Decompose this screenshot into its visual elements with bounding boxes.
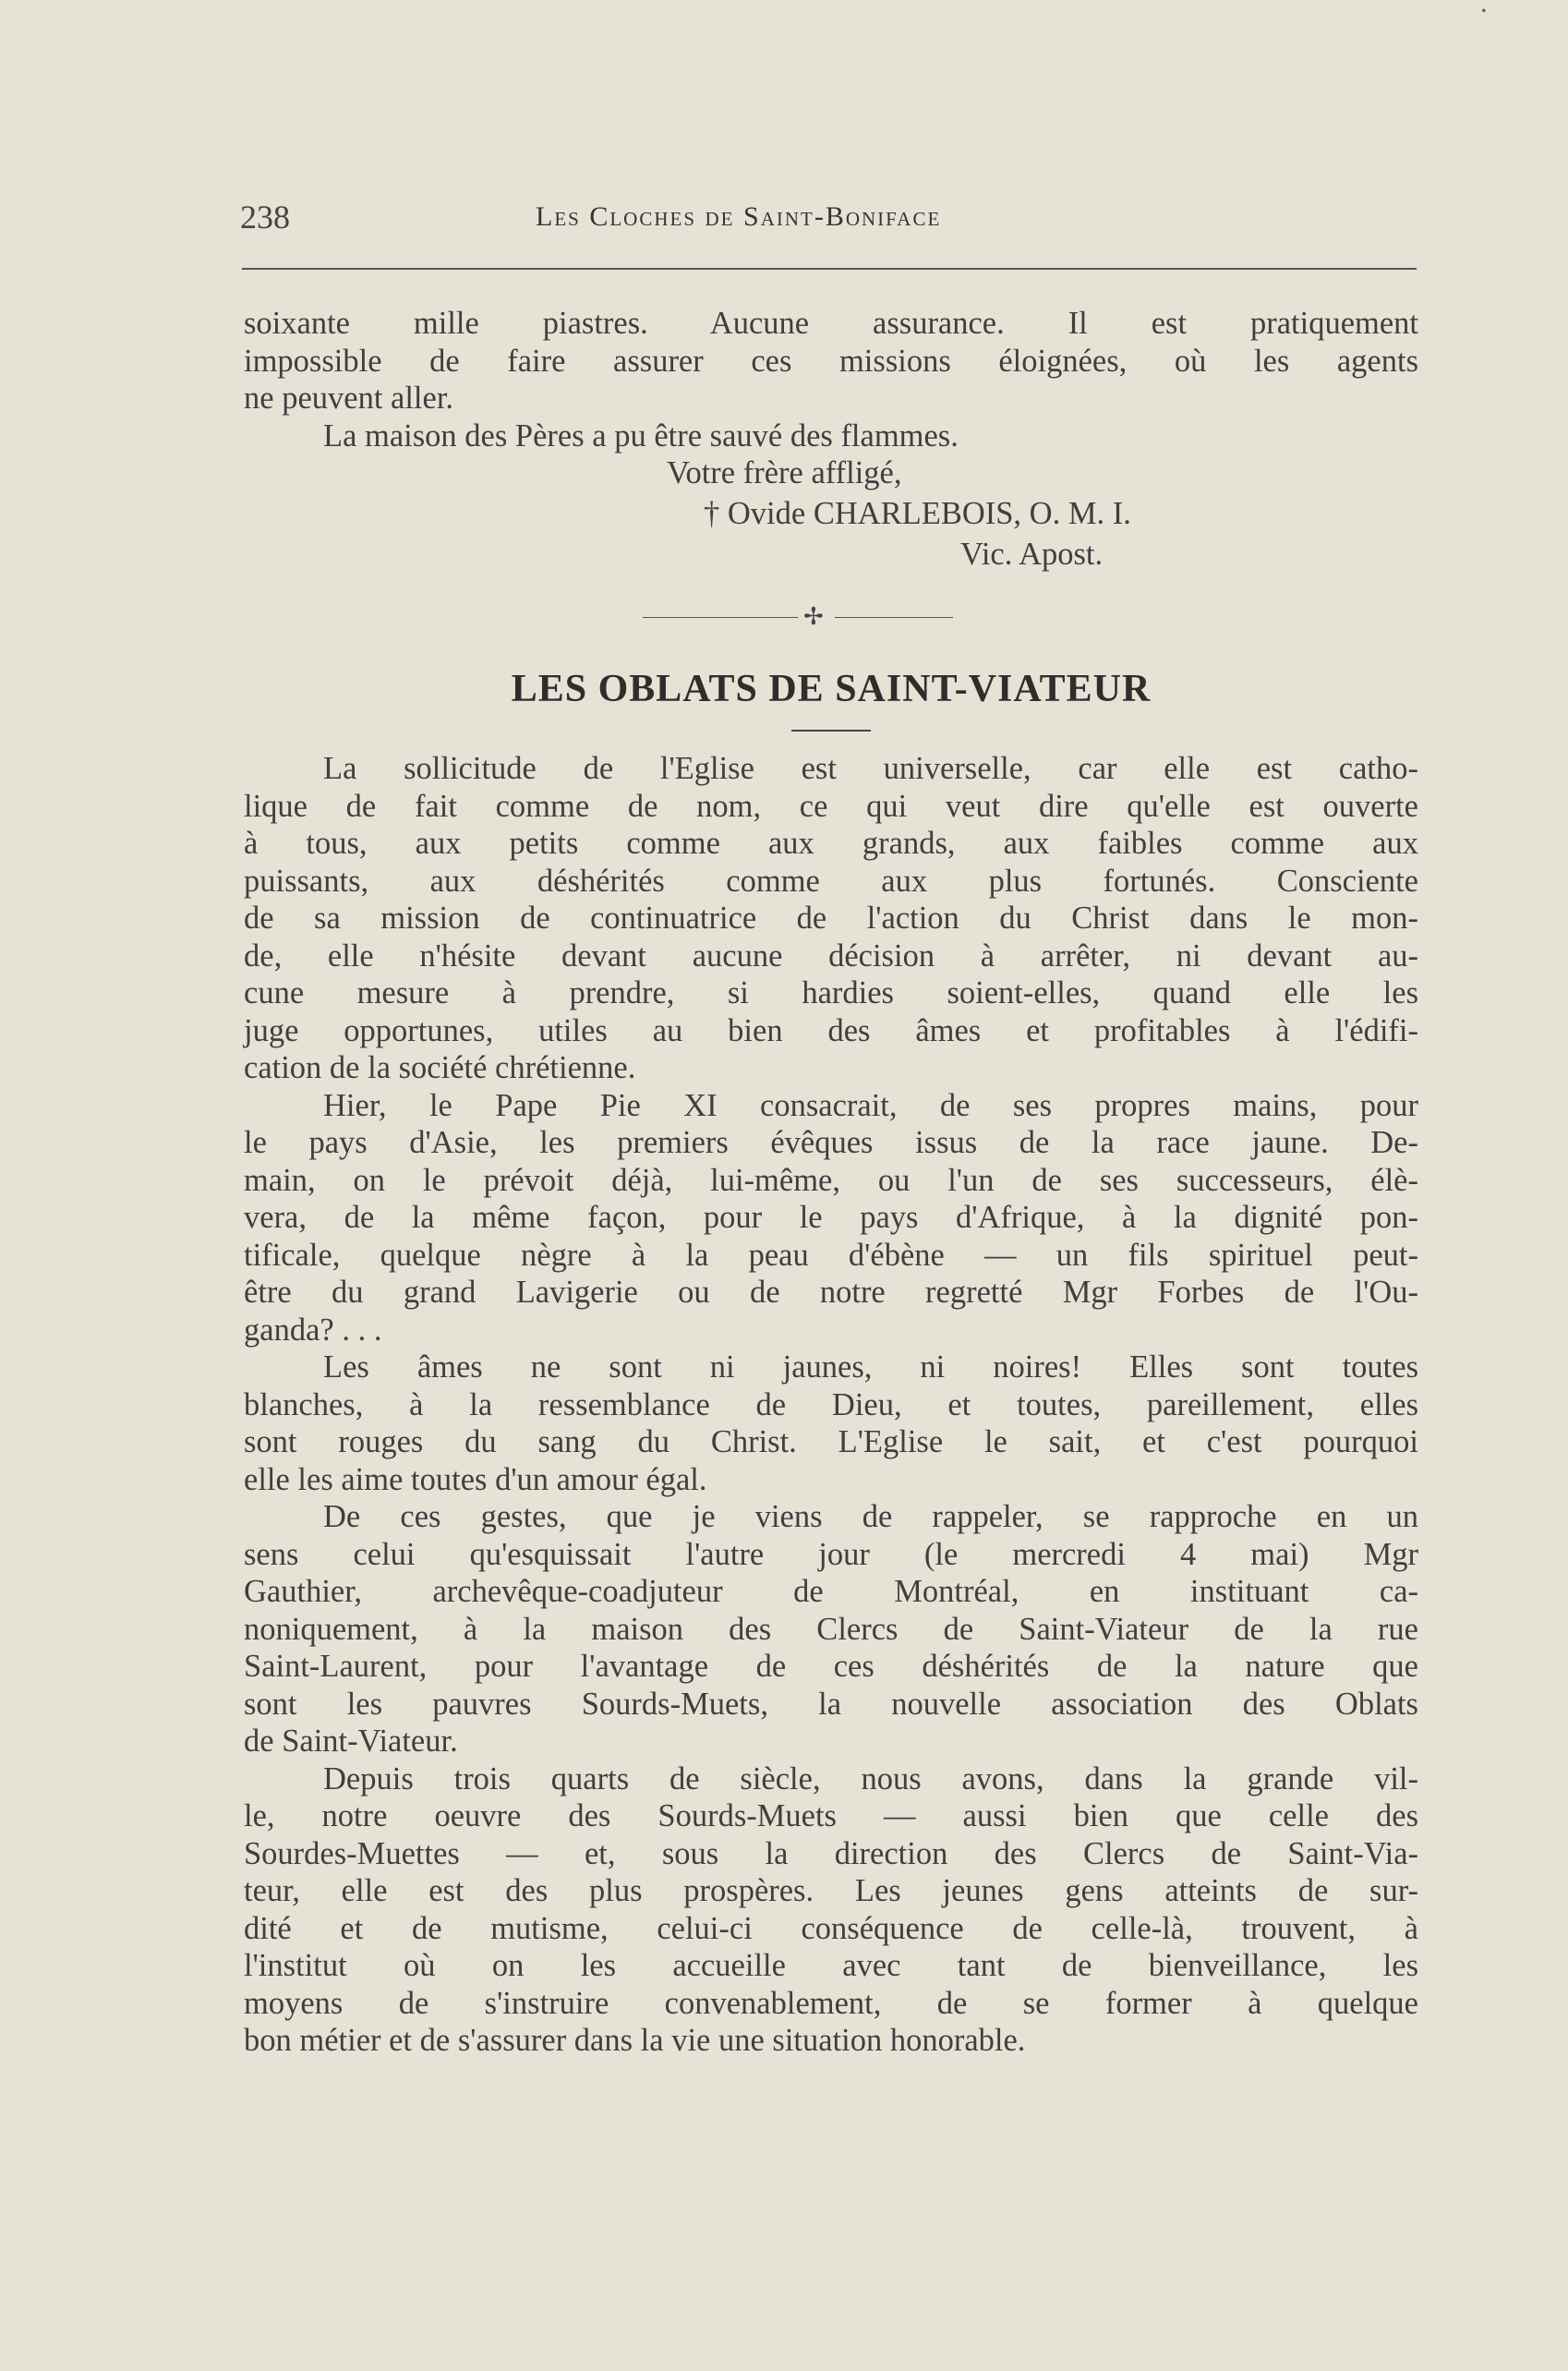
text-line: La sollicitude de l'Eglise est universelle, car elle est catho- xyxy=(323,751,1418,786)
article-title: LES OBLATS DE SAINT-VIATEUR xyxy=(511,668,1152,710)
text-line: sont rouges du sang du Christ. L'Eglise le sait, et c'est pourquoi xyxy=(244,1424,1418,1459)
article-paragraph xyxy=(244,1760,1418,2060)
article-paragraph xyxy=(244,1349,1418,1498)
text-line: sont les pauvres Sourds-Muets, la nouvelle association des Oblats xyxy=(244,1686,1418,1722)
text-line: De ces gestes, que je viens de rappeler, se rapproche en un xyxy=(323,1499,1418,1534)
text-line: cation de la société chrétienne. xyxy=(244,1050,636,1085)
text-line: Sourdes-Muettes — et, sous la direction des Clercs de Saint-Via- xyxy=(244,1835,1418,1871)
text-line: Les âmes ne sont ni jaunes, ni noires! Elles sont toutes xyxy=(323,1349,1418,1385)
article-paragraph xyxy=(244,1087,1418,1349)
title-rule xyxy=(791,730,871,732)
text-line: de sa mission de continuatrice de l'action du Christ dans le mon- xyxy=(244,901,1418,936)
cross-ornament-icon: ✢ xyxy=(803,603,824,630)
closing-paragraph xyxy=(244,417,1418,455)
letter-signoff xyxy=(244,454,1418,610)
text-line: puissants, aux déshérités comme aux plus fortunés. Consciente xyxy=(244,863,1418,899)
text-line: dité et de mutisme, celui-ci conséquence de celle-là, trouvent, à xyxy=(244,1910,1418,1946)
text-line: Gauthier, archevêque-coadjuteur de Montréal, en instituant ca- xyxy=(244,1574,1418,1609)
running-title: Les Cloches de Saint-Boniface xyxy=(536,201,942,232)
text-line: tificale, quelque nègre à la peau d'ébène — un fils spirituel peut- xyxy=(244,1237,1418,1273)
text-line: La maison des Pères a pu être sauvé des flammes. xyxy=(323,417,959,454)
signatory-office: Vic. Apost. xyxy=(960,537,1104,572)
header-rule xyxy=(242,268,1417,270)
text-line: le pays d'Asie, les premiers évêques issus de la race jaune. De- xyxy=(244,1125,1418,1160)
text-line: être du grand Lavigerie ou de notre regretté Mgr Forbes de l'Ou- xyxy=(244,1275,1418,1310)
corner-mark: • xyxy=(1481,4,1487,19)
text-line: soixante mille piastres. Aucune assurance. Il est pratiquement xyxy=(244,306,1418,341)
text-line: l'institut où on les accueille avec tant de bienveillance, les xyxy=(244,1948,1418,1983)
text-line: noniquement, à la maison des Clercs de Saint-Viateur de la rue xyxy=(244,1611,1418,1647)
text-line: à tous, aux petits comme aux grands, aux faibles comme aux xyxy=(244,826,1418,861)
page-header xyxy=(240,198,1417,244)
text-line: elle les aime toutes d'un amour égal. xyxy=(244,1461,707,1497)
text-line: Saint-Laurent, pour l'avantage de ces déshérités de la nature que xyxy=(244,1649,1418,1684)
article-paragraph xyxy=(244,1498,1418,1760)
text-line: vera, de la même façon, pour le pays d'Afrique, à la dignité pon- xyxy=(244,1200,1418,1235)
text-line: moyens de s'instruire convenablement, de se former à quelque xyxy=(244,1985,1418,2021)
text-line: teur, elle est des plus prospères. Les jeunes gens atteints de sur- xyxy=(244,1873,1418,1908)
text-line: blanches, à la ressemblance de Dieu, et toutes, pareillement, elles xyxy=(244,1386,1418,1422)
article-text xyxy=(244,750,1418,2060)
article-paragraph xyxy=(244,750,1418,1087)
ornament-rule-left xyxy=(643,617,798,618)
text-line: de, elle n'hésite devant aucune décision à arrêter, ni devant au- xyxy=(244,938,1418,974)
intro-paragraph xyxy=(244,305,1418,417)
text-line: ganda? . . . xyxy=(244,1312,382,1348)
page-body xyxy=(244,305,1418,2060)
text-line: juge opportunes, utiles au bien des âmes et profitables à l'édifi- xyxy=(244,1012,1418,1048)
text-line: main, on le prévoit déjà, lui-même, ou l'un de ses successeurs, élè- xyxy=(244,1162,1418,1198)
text-line: Hier, le Pape Pie XI consacrait, de ses propres mains, pour xyxy=(323,1087,1418,1123)
page-number: 238 xyxy=(240,199,290,236)
section-ornament xyxy=(244,604,1418,630)
text-line: de Saint-Viateur. xyxy=(244,1724,458,1759)
text-line: ne peuvent aller. xyxy=(244,381,454,416)
ornament-rule-right xyxy=(835,617,953,618)
text-line: sens celui qu'esquissait l'autre jour (le mercredi 4 mai) Mgr xyxy=(244,1536,1418,1572)
text-line: impossible de faire assurer ces missions éloignées, où les agents xyxy=(244,343,1418,379)
salutation: Votre frère affligé, xyxy=(667,455,902,490)
text-line: Depuis trois quarts de siècle, nous avons, dans la grande vil- xyxy=(323,1760,1418,1796)
text-line: le, notre oeuvre des Sourds-Muets — aussi bien que celle des xyxy=(244,1798,1418,1833)
signature: † Ovide CHARLEBOIS, O. M. I. xyxy=(704,496,1131,531)
text-line: bon métier et de s'assurer dans la vie une situation honorable. xyxy=(244,2023,1026,2058)
text-line: cune mesure à prendre, si hardies soient-elles, quand elle les xyxy=(244,975,1418,1010)
text-line: lique de fait comme de nom, ce qui veut dire qu'elle est ouverte xyxy=(244,788,1418,824)
